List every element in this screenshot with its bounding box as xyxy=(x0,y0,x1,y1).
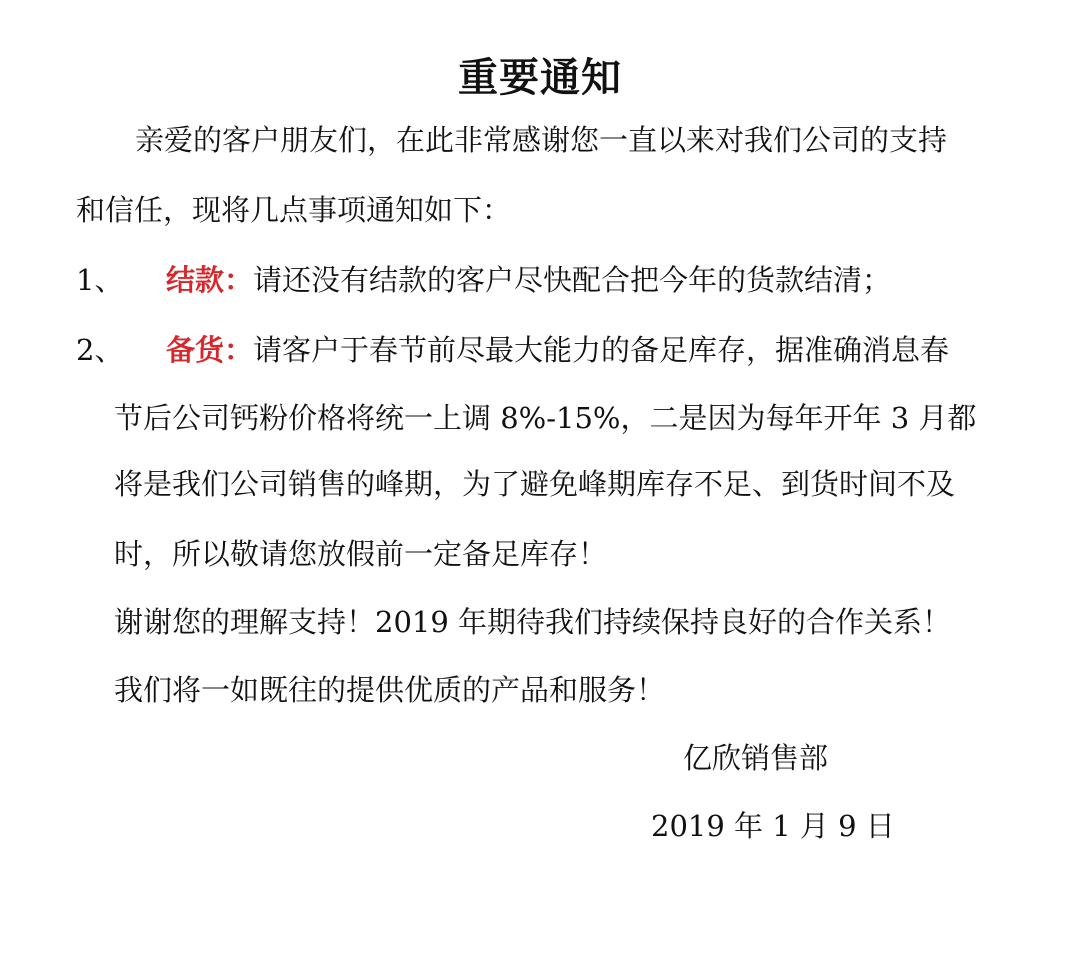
closing-line-1: 谢谢您的理解支持！2019 年期待我们持续保持良好的合作关系！ xyxy=(114,605,952,639)
intro-line-2: 和信任，现将几点事项通知如下： xyxy=(76,193,512,227)
item-2-text xyxy=(166,332,949,368)
item-2-line-3: 将是我们公司销售的峰期，为了避免峰期库存不足、到货时间不及 xyxy=(114,467,956,501)
item-2-line-4: 时，所以敬请您放假前一定备足库存！ xyxy=(114,537,608,571)
item-1-number: 1、 xyxy=(76,263,124,297)
item-2-label: 备货： xyxy=(166,333,254,367)
signature-department: 亿欣销售部 xyxy=(683,741,829,775)
item-2-number: 2、 xyxy=(76,333,124,367)
closing-line-2: 我们将一如既往的提供优质的产品和服务！ xyxy=(114,673,666,707)
notice-title: 重要通知 xyxy=(458,54,622,101)
signature-date: 2019 年 1 月 9 日 xyxy=(651,809,895,843)
item-2-line-1: 请客户于春节前尽最大能力的备足库存，据准确消息春 xyxy=(253,333,950,367)
item-2-line-2: 节后公司钙粉价格将统一上调 8%-15%，二是因为每年开年 3 月都 xyxy=(114,401,977,435)
intro-line-1: 亲爱的客户朋友们，在此非常感谢您一直以来对我们公司的支持 xyxy=(135,123,948,157)
item-1-text xyxy=(166,262,891,298)
item-1-label: 结款： xyxy=(166,263,254,297)
item-1-line-1: 请还没有结款的客户尽快配合把今年的货款结清； xyxy=(253,263,892,297)
